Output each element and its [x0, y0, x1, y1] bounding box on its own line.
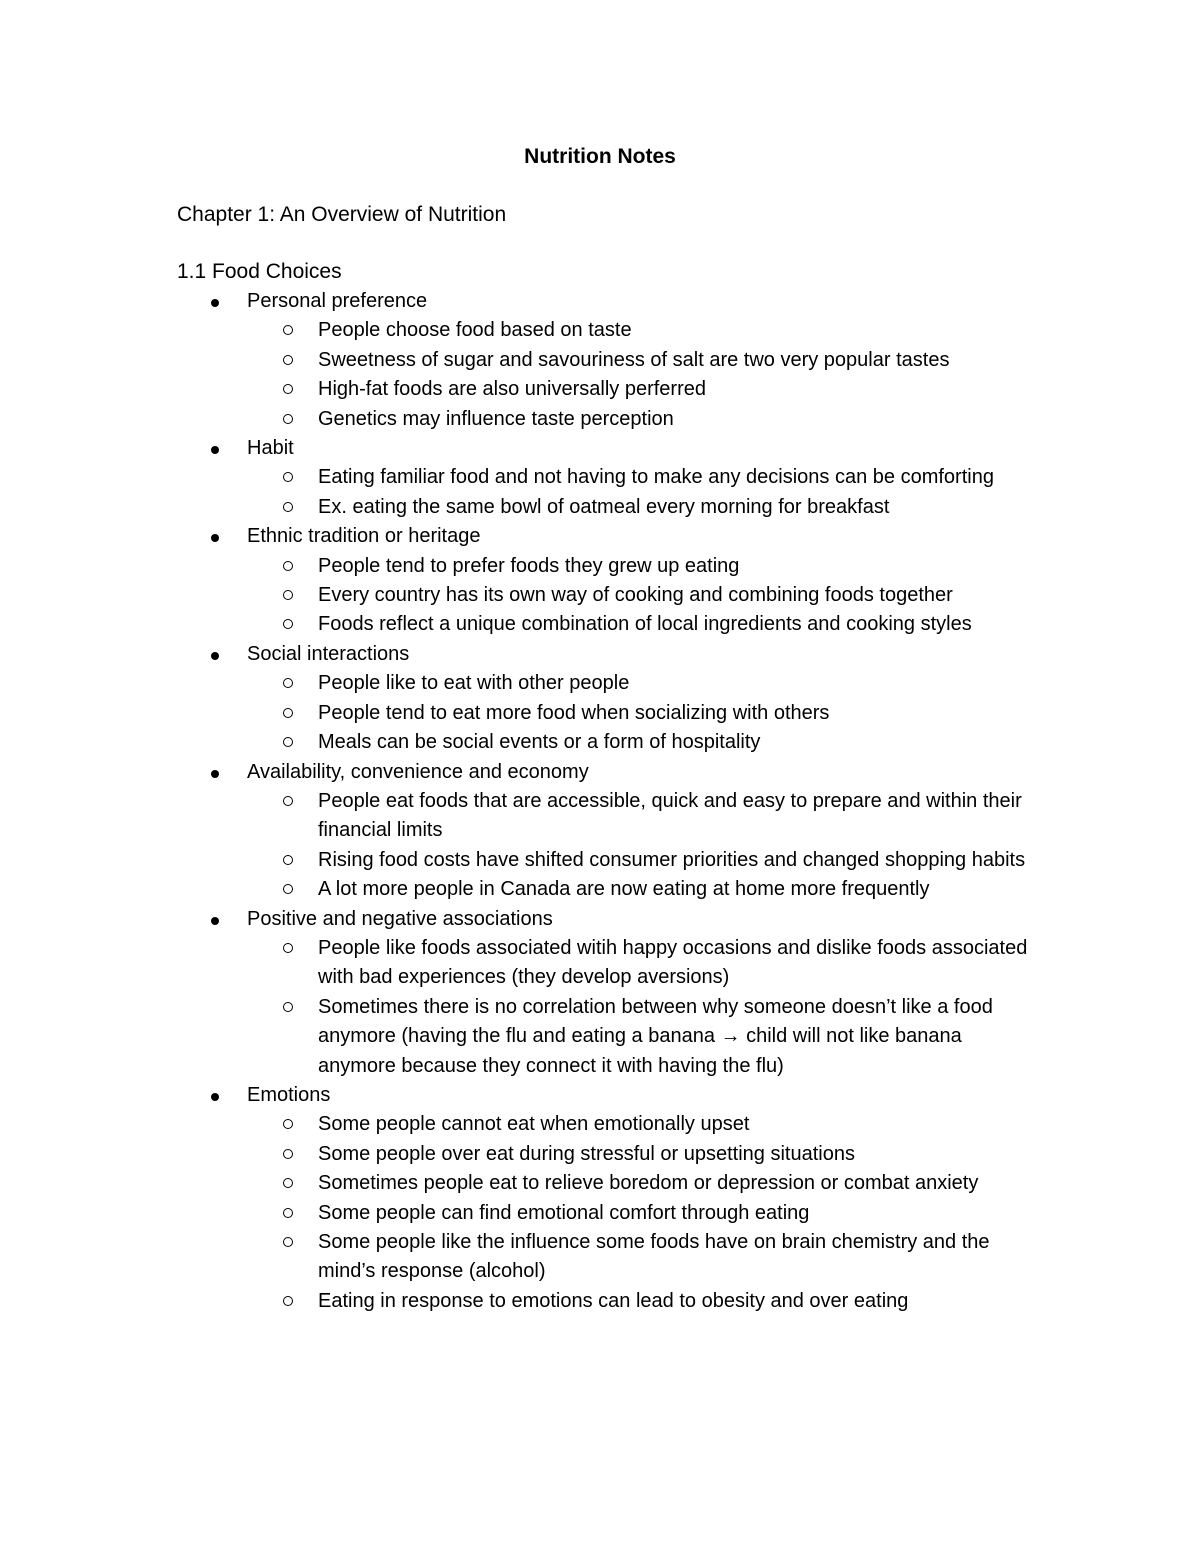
sub-point-list	[0, 669, 1200, 757]
sub-point-item	[0, 1228, 1200, 1287]
hollow-bullet-icon	[283, 355, 293, 365]
sub-point-item	[0, 552, 1200, 581]
bullet-icon	[211, 534, 219, 542]
bullet-icon	[211, 446, 219, 454]
sub-point-item	[0, 493, 1200, 522]
sub-point-text: Some people over eat during stressful or upsetting situations	[318, 1142, 855, 1165]
sub-point-list	[0, 463, 1200, 522]
sub-point-item	[0, 875, 1200, 904]
sub-point-list	[0, 1110, 1200, 1316]
hollow-bullet-icon	[283, 943, 293, 953]
sub-point-text: A lot more people in Canada are now eating at home more frequently	[318, 878, 930, 901]
sub-point-item	[0, 1140, 1200, 1169]
bullet-icon	[211, 917, 219, 925]
bullet-icon	[211, 770, 219, 778]
hollow-bullet-icon	[283, 737, 293, 747]
sub-point-item	[0, 375, 1200, 404]
sub-point-text: Some people like the influence some foods have on brain chemistry and the mind’s response (alcohol)	[318, 1231, 990, 1283]
sub-point-text: People choose food based on taste	[318, 319, 632, 342]
sub-point-item	[0, 316, 1200, 345]
sub-point-item	[0, 1110, 1200, 1139]
sub-point-item	[0, 1287, 1200, 1316]
sub-point-text: Ex. eating the same bowl of oatmeal every morning for breakfast	[318, 495, 890, 518]
sub-point-text: Foods reflect a unique combination of local ingredients and cooking styles	[318, 613, 972, 636]
sub-point-text: Eating in response to emotions can lead to obesity and over eating	[318, 1289, 909, 1312]
sub-point-item	[0, 728, 1200, 757]
hollow-bullet-icon	[283, 384, 293, 394]
sub-point-text: Eating familiar food and not having to make any decisions can be comforting	[318, 466, 994, 489]
hollow-bullet-icon	[283, 855, 293, 865]
sub-point-text: People eat foods that are accessible, quick and easy to prepare and within their financial limits	[318, 789, 1022, 842]
topic-list	[0, 287, 1200, 1316]
hollow-bullet-icon	[283, 1149, 293, 1159]
hollow-bullet-icon	[283, 325, 293, 335]
bullet-icon	[211, 1093, 219, 1101]
sub-point-text: Some people can find emotional comfort through eating	[318, 1201, 810, 1224]
hollow-bullet-icon	[283, 590, 293, 600]
sub-point-text: Some people cannot eat when emotionally upset	[318, 1113, 750, 1136]
hollow-bullet-icon	[283, 796, 293, 806]
topic-label: Emotions	[247, 1083, 331, 1106]
topic-label: Habit	[247, 437, 294, 460]
hollow-bullet-icon	[283, 678, 293, 688]
hollow-bullet-icon	[283, 708, 293, 718]
hollow-bullet-icon	[283, 561, 293, 571]
hollow-bullet-icon	[283, 1237, 293, 1247]
topic-label: Ethnic tradition or heritage	[247, 525, 481, 548]
bullet-icon	[211, 652, 219, 660]
hollow-bullet-icon	[283, 502, 293, 512]
chapter-heading: Chapter 1: An Overview of Nutrition	[177, 203, 507, 226]
topic-label: Social interactions	[247, 642, 410, 665]
sub-point-text: People tend to eat more food when socializing with others	[318, 701, 830, 724]
topic-item	[0, 287, 1200, 434]
topic-item	[0, 1081, 1200, 1316]
sub-point-item	[0, 934, 1200, 993]
sub-point-list	[0, 934, 1200, 1081]
sub-point-item	[0, 993, 1200, 1081]
hollow-bullet-icon	[283, 1178, 293, 1188]
sub-point-item	[0, 787, 1200, 846]
topic-item	[0, 640, 1200, 758]
hollow-bullet-icon	[283, 414, 293, 424]
sub-point-item	[0, 610, 1200, 639]
sub-point-text: People like to eat with other people	[318, 672, 630, 695]
sub-point-text: Sometimes people eat to relieve boredom or depression or combat anxiety	[318, 1172, 979, 1195]
sub-point-item	[0, 669, 1200, 698]
sub-point-item	[0, 1169, 1200, 1198]
sub-point-list	[0, 316, 1200, 434]
bullet-icon	[211, 299, 219, 307]
document-title: Nutrition Notes	[524, 145, 676, 168]
hollow-bullet-icon	[283, 1002, 293, 1012]
hollow-bullet-icon	[283, 884, 293, 894]
sub-point-text: Rising food costs have shifted consumer priorities and changed shopping habits	[318, 848, 1026, 871]
topic-item	[0, 758, 1200, 905]
sub-point-item	[0, 405, 1200, 434]
hollow-bullet-icon	[283, 619, 293, 629]
sub-point-text: People like foods associated witih happy occasions and dislike foods associated with bad experiences (they develop aversions)	[318, 936, 1028, 989]
hollow-bullet-icon	[283, 1208, 293, 1218]
sub-point-item	[0, 699, 1200, 728]
sub-point-item	[0, 346, 1200, 375]
topic-label: Positive and negative associations	[247, 907, 553, 930]
sub-point-text: Sometimes there is no correlation between why someone doesn’t like a food anymore (having the flu and eating a banana → child will not like banana anymore because they connect it with having the flu)	[318, 995, 993, 1077]
sub-point-text: People tend to prefer foods they grew up eating	[318, 554, 740, 577]
hollow-bullet-icon	[283, 1296, 293, 1306]
topic-label: Availability, convenience and economy	[247, 760, 589, 783]
topic-item	[0, 905, 1200, 1081]
sub-point-text: Sweetness of sugar and savouriness of salt are two very popular tastes	[318, 348, 950, 371]
section-heading: 1.1 Food Choices	[177, 260, 342, 283]
sub-point-item	[0, 846, 1200, 875]
sub-point-text: Genetics may influence taste perception	[318, 407, 674, 430]
sub-point-item	[0, 1199, 1200, 1228]
hollow-bullet-icon	[283, 472, 293, 482]
sub-point-text: High-fat foods are also universally perferred	[318, 378, 706, 401]
topic-item	[0, 522, 1200, 640]
sub-point-item	[0, 463, 1200, 492]
topic-item	[0, 434, 1200, 522]
sub-point-text: Meals can be social events or a form of hospitality	[318, 731, 761, 754]
hollow-bullet-icon	[283, 1119, 293, 1129]
sub-point-item	[0, 581, 1200, 610]
sub-point-list	[0, 552, 1200, 640]
sub-point-text: Every country has its own way of cooking and combining foods together	[318, 584, 953, 607]
topic-label: Personal preference	[247, 290, 428, 312]
sub-point-list	[0, 787, 1200, 905]
